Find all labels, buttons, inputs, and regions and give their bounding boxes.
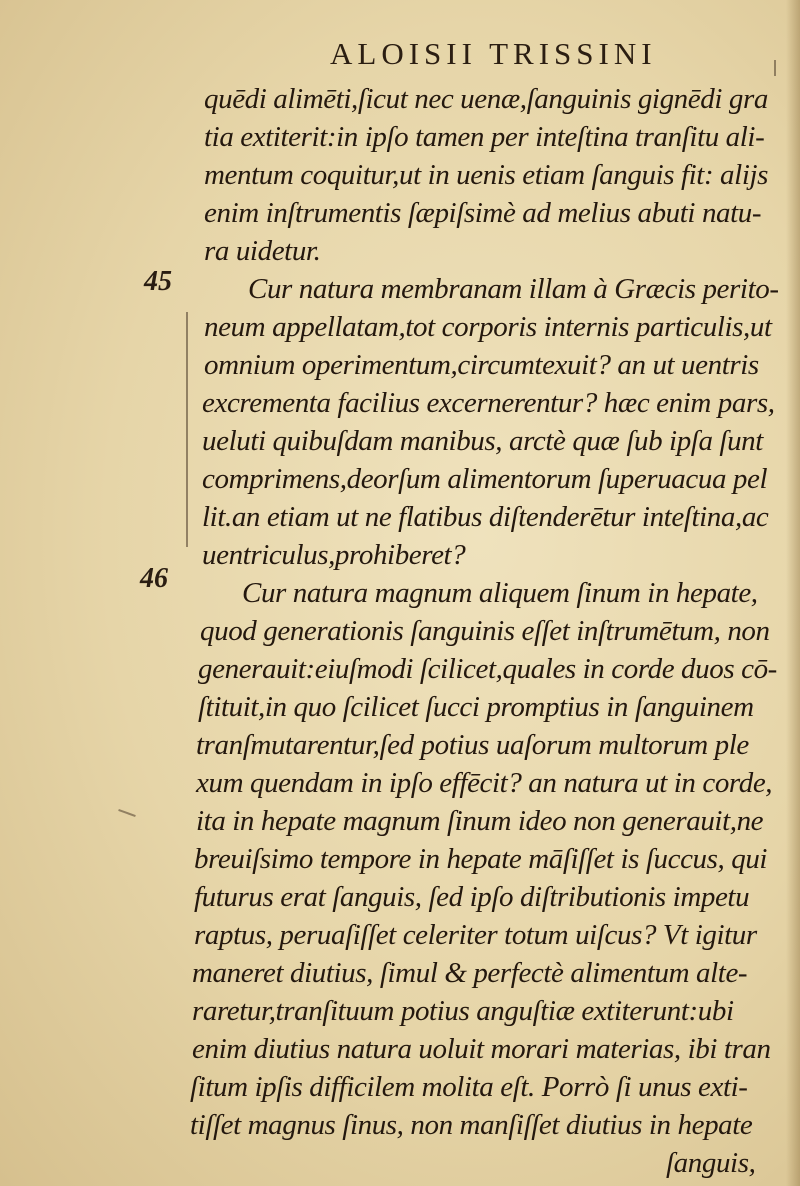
margin-bracket bbox=[186, 312, 196, 547]
text-line: mentum coquitur,ut in uenis etiam ſanguis fit: alijs bbox=[204, 159, 769, 191]
text-line: uentriculus,prohiberet? bbox=[202, 539, 466, 571]
text-line: tranſmutarentur,ſed potius uaſorum multorum ple bbox=[196, 729, 749, 761]
text-line: omnium operimentum,circumtexuit? an ut uentris bbox=[204, 349, 759, 381]
text-line: enim diutius natura uoluit morari materias, ibi tran bbox=[192, 1033, 771, 1065]
section-number-45: 45 bbox=[144, 266, 172, 297]
section-number-46: 46 bbox=[140, 563, 168, 594]
page-edge-shadow bbox=[786, 0, 800, 1186]
text-line: lit.an etiam ut ne flatibus diſtenderētur inteſtina,ac bbox=[202, 501, 769, 533]
text-line: ita in hepate magnum ſinum ideo non generauit,ne bbox=[196, 805, 764, 837]
text-line: quod generationis ſanguinis eſſet inſtrumētum, non bbox=[200, 615, 770, 647]
text-line: ſitum ipſis difficilem molita eſt. Porrò ſi unus exti- bbox=[190, 1071, 748, 1103]
margin-stroke-mark bbox=[118, 809, 136, 817]
text-line: breuiſsimo tempore in hepate māſiſſet is ſuccus, qui bbox=[194, 843, 768, 875]
margin-tick-mark bbox=[774, 60, 776, 76]
text-line: tia extiterit:in ipſo tamen per inteſtina tranſitu ali- bbox=[204, 121, 765, 153]
text-line: comprimens,deorſum alimentorum ſuperuacua pel bbox=[202, 463, 768, 495]
running-head: ALOISII TRISSINI bbox=[330, 36, 657, 71]
text-line: maneret diutius, ſimul & perfectè alimentum alte- bbox=[192, 957, 748, 989]
text-line: neum appellatam,tot corporis internis particulis,ut bbox=[204, 311, 772, 343]
text-line: ra uidetur. bbox=[204, 235, 321, 267]
text-line: generauit:eiuſmodi ſcilicet,quales in corde duos cō- bbox=[198, 653, 777, 685]
text-line: tiſſet magnus ſinus, non manſiſſet diutius in hepate bbox=[190, 1109, 753, 1141]
text-line: Cur natura membranam illam à Græcis perito- bbox=[248, 273, 779, 305]
text-line: enim inſtrumentis ſæpiſsimè ad melius abuti natu- bbox=[204, 197, 762, 229]
text-line: Cur natura magnum aliquem ſinum in hepate, bbox=[242, 577, 758, 609]
text-line: excrementa facilius excernerentur? hæc enim pars, bbox=[202, 387, 775, 419]
text-line: ſtituit,in quo ſcilicet ſucci promptius in ſanguinem bbox=[198, 691, 754, 723]
text-line: ſanguis, bbox=[666, 1147, 756, 1179]
text-line: quēdi alimēti,ſicut nec uenæ,ſanguinis gignēdi gra bbox=[204, 83, 768, 115]
text-line: xum quendam in ipſo effēcit? an natura ut in corde, bbox=[196, 767, 773, 799]
text-line: raptus, peruaſiſſet celeriter totum uiſcus? Vt igitur bbox=[194, 919, 757, 951]
text-line: futurus erat ſanguis, ſed ipſo diſtributionis impetu bbox=[194, 881, 750, 913]
text-line: ueluti quibuſdam manibus, arctè quæ ſub ipſa ſunt bbox=[202, 425, 763, 457]
text-line: raretur,tranſituum potius anguſtiæ extiterunt:ubi bbox=[192, 995, 734, 1027]
